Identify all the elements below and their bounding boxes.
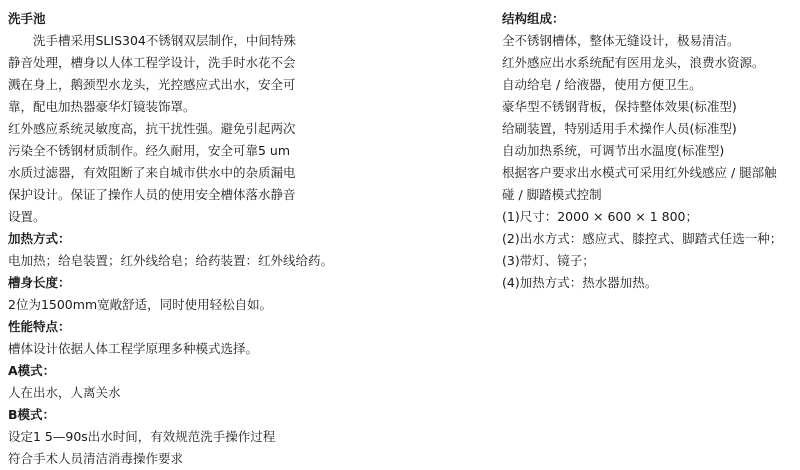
structure-line: 豪华型不锈钢背板，保持整体效果(标准型)	[502, 99, 737, 114]
structure-heading: 结构组成：	[502, 11, 565, 26]
structure-line: 自动给皂 / 给液器，使用方便卫生。	[502, 77, 702, 92]
structure-line: 红外感应出水系统配有医用龙头，浪费水资源。	[502, 55, 765, 70]
spec-line: (4)加热方式：热水器加热。	[502, 275, 658, 290]
mode-a-text: 人在出水，人离关水	[8, 385, 121, 400]
mode-b-text: 设定1 5—90s出水时间，有效规范洗手操作过程	[8, 429, 276, 444]
structure-line: 碰 / 脚踏模式控制	[502, 187, 602, 202]
structure-line: 给刷装置，特别适用手术操作人员(标准型)	[502, 121, 737, 136]
spec-line: (3)带灯、镜子；	[502, 253, 595, 268]
spec-line: (2)出水方式：感应式、膝控式、脚踏式任选一种；	[502, 231, 783, 246]
feature-text: 槽体设计依据人体工程学原理多种模式选择。	[8, 341, 259, 356]
length-heading: 槽身长度：	[8, 275, 71, 290]
section-title: 洗手池	[8, 11, 46, 26]
heating-text: 电加热；给皂装置；红外线给皂；给药装置：红外线给药。	[8, 253, 334, 268]
mode-b-text: 符合手术人员清洁消毒操作要求	[8, 451, 184, 466]
feature-heading: 性能特点：	[8, 319, 71, 334]
intro-paragraph: 洗手槽采用SLIS304不锈钢双层制作，中间特殊静音处理，槽身以人体工程学设计，洗手时水花不会溅在身上，鹅颈型水龙头，光控感应式出水，安全可靠，配电加热器豪华灯镜装饰罩。	[8, 33, 296, 114]
spec-line: (1)尺寸：2000 × 600 × 1 800；	[502, 209, 699, 224]
sensor-paragraph: 红外感应系统灵敏度高，抗干扰性强。避免引起两次污染全不锈钢材质制作。经久耐用，安全可靠5 um水质过滤器，有效阻断了来自城市供水中的杂质漏电保护设计。保证了操作人员的使用安全槽体落水静音设置。	[8, 121, 296, 224]
structure-line: 自动加热系统，可调节出水温度(标准型)	[502, 143, 725, 158]
left-column	[8, 8, 334, 470]
structure-line: 全不锈钢槽体，整体无缝设计，极易清洁。	[502, 33, 740, 48]
mode-b-heading: B模式：	[8, 407, 56, 422]
length-text: 2位为1500mm宽敞舒适，同时使用轻松自如。	[8, 297, 273, 312]
mode-a-heading: A模式：	[8, 363, 56, 378]
structure-line: 根据客户要求出水模式可采用红外线感应 / 腿部触	[502, 165, 777, 180]
right-column	[502, 8, 792, 294]
heating-heading: 加热方式：	[8, 231, 71, 246]
